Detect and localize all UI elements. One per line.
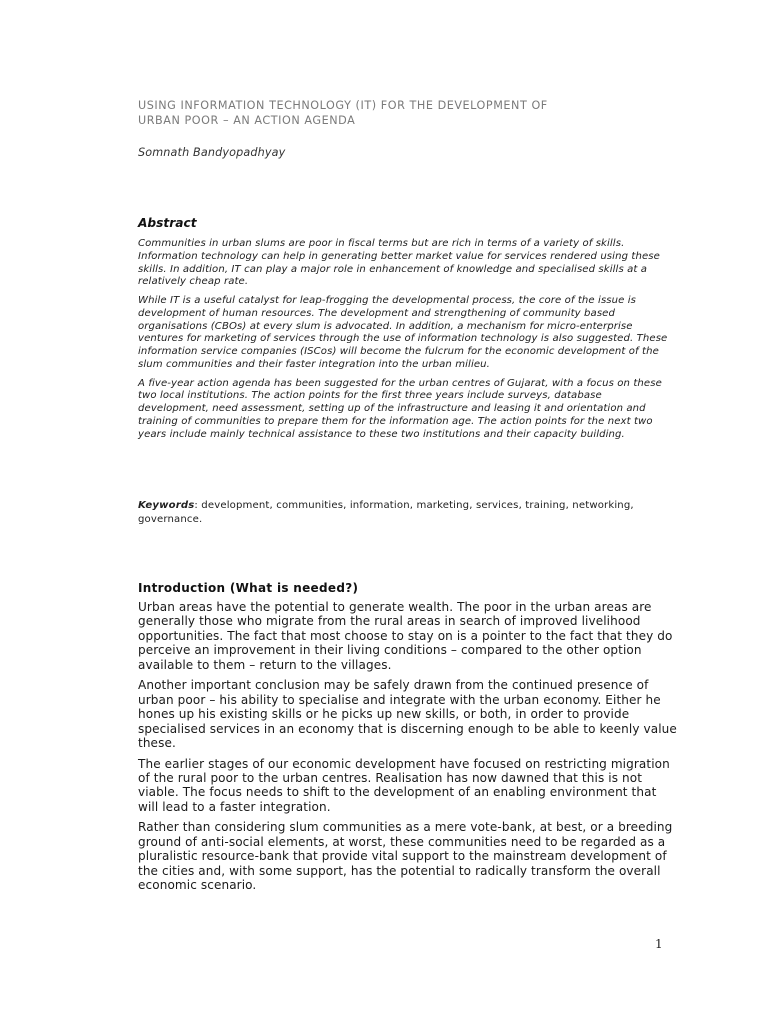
abstract-paragraph-2: While IT is a useful catalyst for leap-frogging the developmental process, the core of the issue is development of human resources. The development and strengthening of community based organisations (CBOs) at every slum is advocated. In addition, a mechanism for micro-enterprise ventures for marketing of services through the use of information technology is also suggested. These information service companies (ISCos) will become the fulcrum for the economic development of the slum communities and their faster integration into the urban milieu. bbox=[138, 295, 668, 370]
abstract-body bbox=[138, 238, 673, 447]
title-line-2: URBAN POOR – AN ACTION AGENDA bbox=[138, 113, 356, 127]
document-title bbox=[138, 99, 698, 128]
keywords-separator: : bbox=[194, 500, 202, 511]
abstract-paragraph-3: A five-year action agenda has been suggested for the urban centres of Gujarat, with a focus on these two local institutions. The action points for the first three years include surveys, database development, need assessment, setting up of the infrastructure and leasing it and orientation and training of communities to prepare them for the information age. The action points for the next two years include mainly technical assistance to these two institutions and their capacity building. bbox=[138, 377, 662, 440]
author-name: Somnath Bandyopadhyay bbox=[138, 146, 286, 159]
introduction-paragraph-3: The earlier stages of our economic development have focused on restricting migration of the rural poor to the urban centres. Realisation has now dawned that this is not viable. The focus needs to shift to the development of an enabling environment that will lead to a faster integration. bbox=[138, 756, 670, 814]
abstract-paragraph-1: Communities in urban slums are poor in fiscal terms but are rich in terms of a variety of skills. Information technology can help in generating better market value for services rendered using these skills. In addition, IT can play a major role in enhancement of knowledge and specialised skills at a relatively cheap rate. bbox=[138, 238, 660, 288]
keywords-line bbox=[138, 499, 678, 526]
keywords-text: development, communities, information, marketing, services, training, networking, governance. bbox=[138, 500, 634, 525]
page-number: 1 bbox=[655, 937, 663, 951]
introduction-paragraph-4: Rather than considering slum communities as a mere vote-bank, at best, or a breeding ground of anti-social elements, at worst, these communities need to be regarded as a pluralistic resource-bank that provide vital support to the mainstream development of the cities and, with some support, has the potential to radically transform the overall economic scenario. bbox=[138, 820, 673, 893]
keywords-label: Keywords bbox=[138, 500, 195, 511]
title-line-1: USING INFORMATION TECHNOLOGY (IT) FOR THE DEVELOPMENT OF bbox=[138, 99, 548, 112]
introduction-heading: Introduction (What is needed?) bbox=[138, 581, 359, 595]
abstract-heading: Abstract bbox=[138, 216, 197, 230]
introduction-paragraph-2: Another important conclusion may be safely drawn from the continued presence of urban poor – his ability to specialise and integrate with the urban economy. Either he hones up his existing skills or he picks up new skills, or both, in order to provide specialised services in an economy that is discerning enough to be able to keenly value these. bbox=[138, 678, 677, 751]
introduction-paragraph-1: Urban areas have the potential to generate wealth. The poor in the urban areas are generally those who migrate from the rural areas in search of improved livelihood opportunities. The fact that most choose to stay on is a pointer to the fact that they do perceive an improvement in their living conditions – compared to the other option available to them – return to the villages. bbox=[138, 600, 673, 672]
introduction-body bbox=[138, 600, 678, 899]
